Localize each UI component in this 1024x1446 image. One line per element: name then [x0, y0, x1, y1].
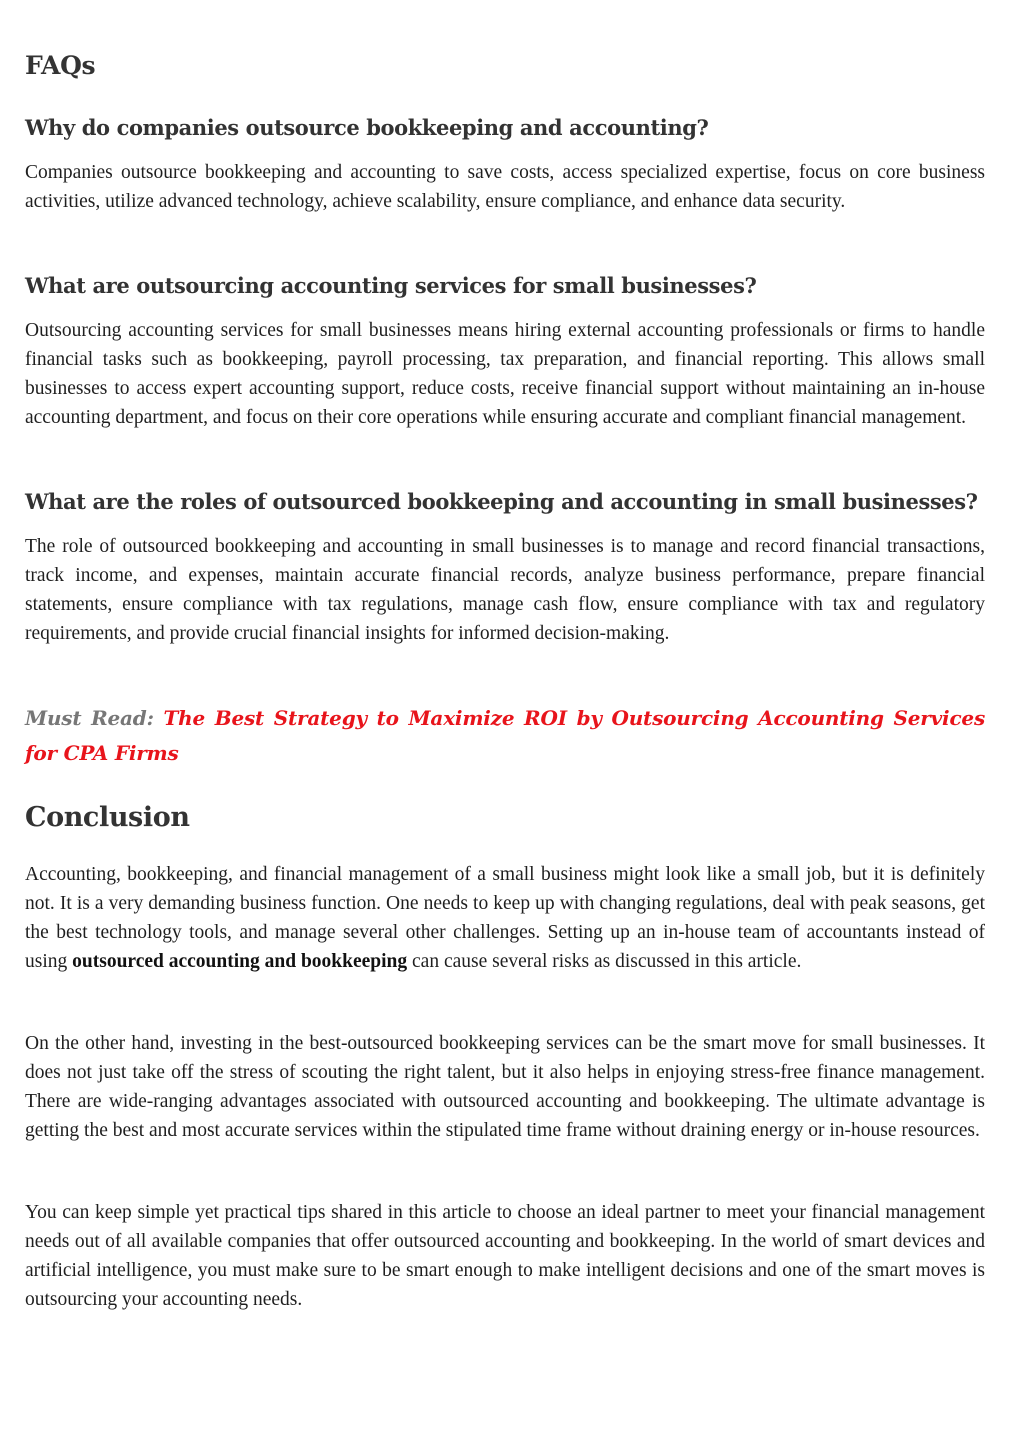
faq-question-1: Why do companies outsource bookkeeping and accounting?	[25, 115, 709, 140]
faq-answer-1: Companies outsource bookkeeping and accounting to save costs, access specialized expertise, focus on core business activities, utilize advanced technology, achieve scalability, ensure compliance, and enhance data security.	[25, 162, 985, 212]
faq-title: FAQs	[25, 51, 96, 80]
conclusion-title: Conclusion	[25, 802, 190, 833]
faq-question-3: What are the roles of outsourced bookkeeping and accounting in small businesses?	[25, 489, 978, 514]
conclusion-paragraph-3: You can keep simple yet practical tips shared in this article to choose an ideal partner to meet your financial management needs out of all available companies that offer outsourced accounting and bookkeeping. In the world of smart devices and artificial intelligence, you must make sure to be smart enough to make intelligent decisions and one of the smart moves is outsourcing your accounting needs.	[25, 1202, 985, 1310]
conclusion-paragraph-2: On the other hand, investing in the best-outsourced bookkeeping services can be the smart move for small businesses. It does not just take off the stress of scouting the right talent, but it also helps in enjoying stress-free finance management. There are wide-ranging advantages associated with outsourced accounting and bookkeeping. The ultimate advantage is getting the best and most accurate services within the stipulated time frame without draining energy or in-house resources.	[25, 1033, 985, 1141]
faq-question-2: What are outsourcing accounting services for small businesses?	[25, 273, 757, 298]
conclusion-p1-text-end: can cause several risks as discussed in this article.	[407, 951, 802, 972]
must-read-label: Must Read:	[25, 706, 154, 730]
faq-answer-3: The role of outsourced bookkeeping and accounting in small businesses is to manage and record financial transactions, track income, and expenses, maintain accurate financial records, analyze business performance, prepare financial statements, ensure compliance with tax regulations, manage cash flow, ensure compliance with tax and regulatory requirements, and provide crucial financial insights for informed decision-making.	[25, 536, 985, 644]
conclusion-p1-bold: outsourced accounting and bookkeeping	[72, 951, 408, 972]
must-read-link[interactable]: The Best Strategy to Maximize ROI by Outsourcing Accounting Services for CPA Firms	[25, 706, 985, 765]
conclusion-paragraph-1	[25, 860, 985, 976]
must-read-callout	[25, 701, 985, 771]
conclusion-p1-text-start: Accounting, bookkeeping, and financial management of a small business might look like a small job, but it is definitely not. It is a very demanding business function. One needs to keep up with changing regulations, deal with peak seasons, get the best technology tools, and manage several other challenges. Setting up an in-house team of accountants instead of using	[25, 864, 985, 972]
faq-answer-2: Outsourcing accounting services for small businesses means hiring external accounting professionals or firms to handle financial tasks such as bookkeeping, payroll processing, tax preparation, and financial reporting. This allows small businesses to access expert accounting support, reduce costs, receive financial support without maintaining an in-house accounting department, and focus on their core operations while ensuring accurate and compliant financial management.	[25, 320, 985, 428]
